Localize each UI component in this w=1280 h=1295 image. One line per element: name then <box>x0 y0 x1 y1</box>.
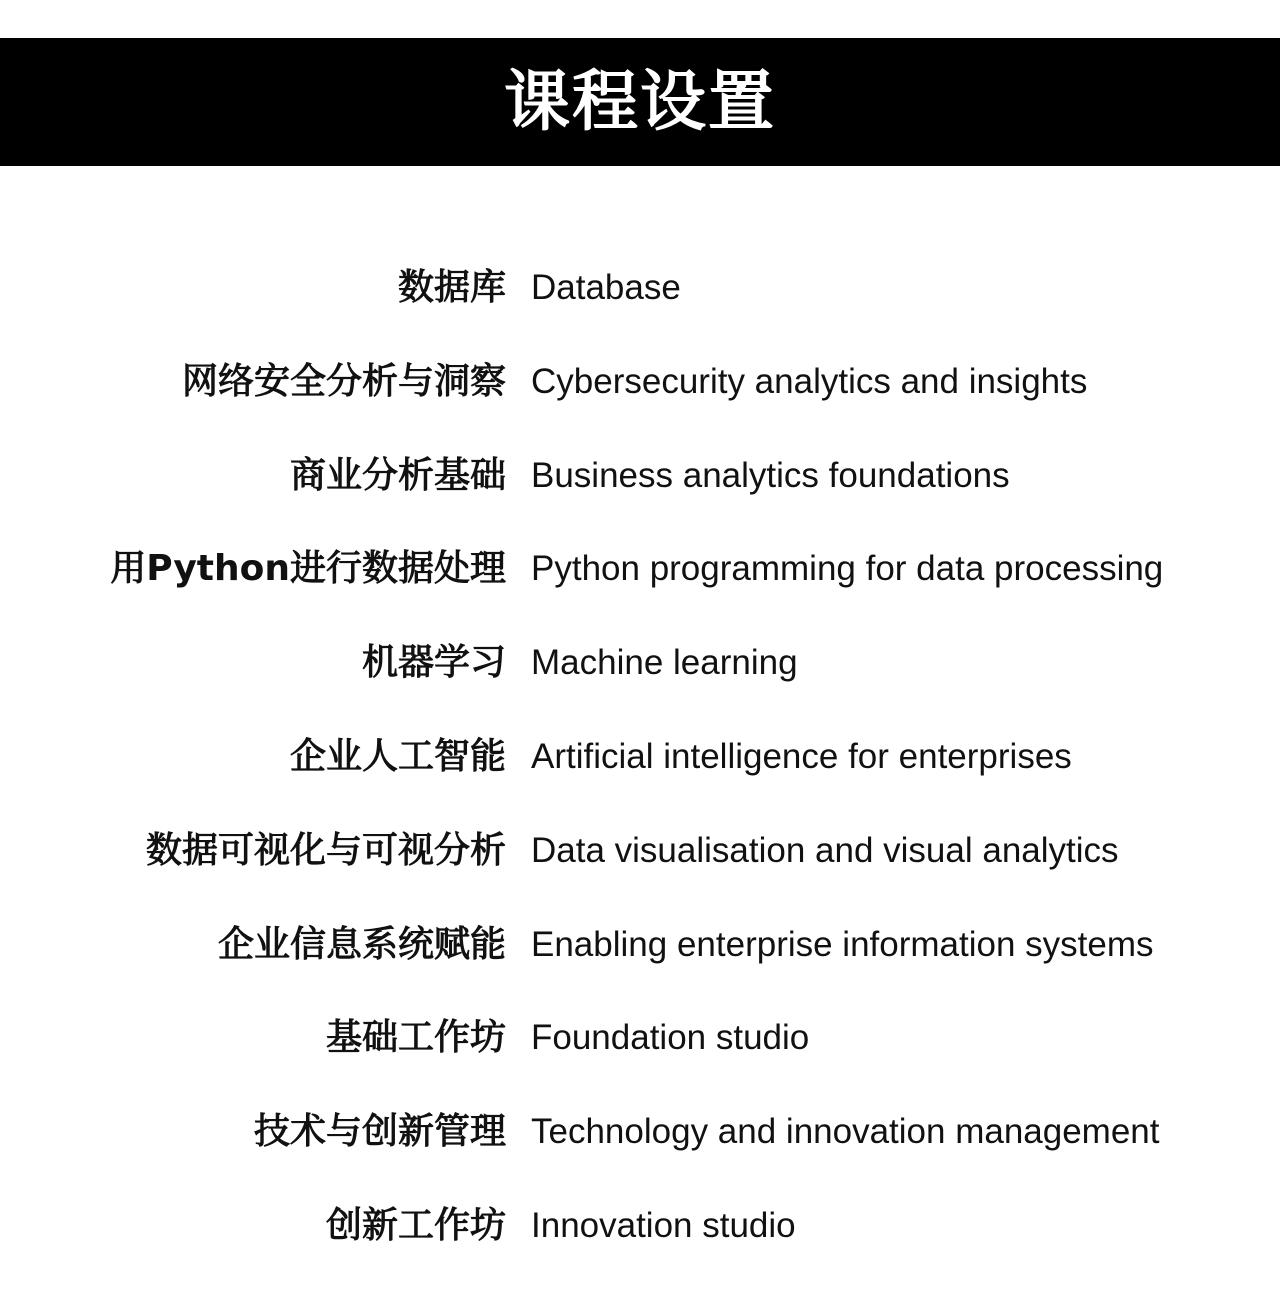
course-row <box>0 615 1280 709</box>
course-row <box>0 334 1280 428</box>
course-name-en: Machine learning <box>531 643 798 683</box>
course-name-zh: 网络安全分析与洞察 <box>181 360 506 402</box>
course-name-zh: 用Python进行数据处理 <box>110 548 506 590</box>
page-title: 课程设置 <box>504 63 776 140</box>
course-name-en: Data visualisation and visual analytics <box>531 830 1119 870</box>
course-name-en: Technology and innovation management <box>531 1112 1160 1152</box>
course-row <box>0 990 1280 1084</box>
course-name-zh: 商业分析基础 <box>289 454 506 496</box>
course-row <box>0 428 1280 522</box>
course-row <box>0 1084 1280 1178</box>
header-bar <box>0 38 1280 166</box>
course-name-en: Cybersecurity analytics and insights <box>531 361 1088 401</box>
course-name-zh: 企业人工智能 <box>289 735 506 777</box>
course-name-zh: 创新工作坊 <box>325 1204 506 1246</box>
course-row <box>0 803 1280 897</box>
course-row <box>0 1178 1280 1272</box>
course-name-en: Foundation studio <box>531 1018 810 1058</box>
course-name-zh: 数据可视化与可视分析 <box>145 829 506 871</box>
course-name-zh: 机器学习 <box>361 642 506 684</box>
course-name-en: Business analytics foundations <box>531 455 1010 495</box>
course-name-zh: 基础工作坊 <box>325 1017 506 1059</box>
course-name-zh: 企业信息系统赋能 <box>217 923 506 965</box>
course-list <box>0 240 1280 1272</box>
course-name-en: Artificial intelligence for enterprises <box>531 736 1072 776</box>
course-row <box>0 709 1280 803</box>
course-name-zh: 数据库 <box>397 267 506 308</box>
course-row <box>0 897 1280 991</box>
course-name-en: Enabling enterprise information systems <box>531 924 1154 964</box>
course-name-en: Database <box>531 268 681 307</box>
course-name-en: Innovation studio <box>531 1205 796 1245</box>
course-name-en: Python programming for data processing <box>531 549 1164 589</box>
course-name-zh: 技术与创新管理 <box>253 1111 506 1153</box>
course-row <box>0 240 1280 334</box>
course-row <box>0 521 1280 615</box>
